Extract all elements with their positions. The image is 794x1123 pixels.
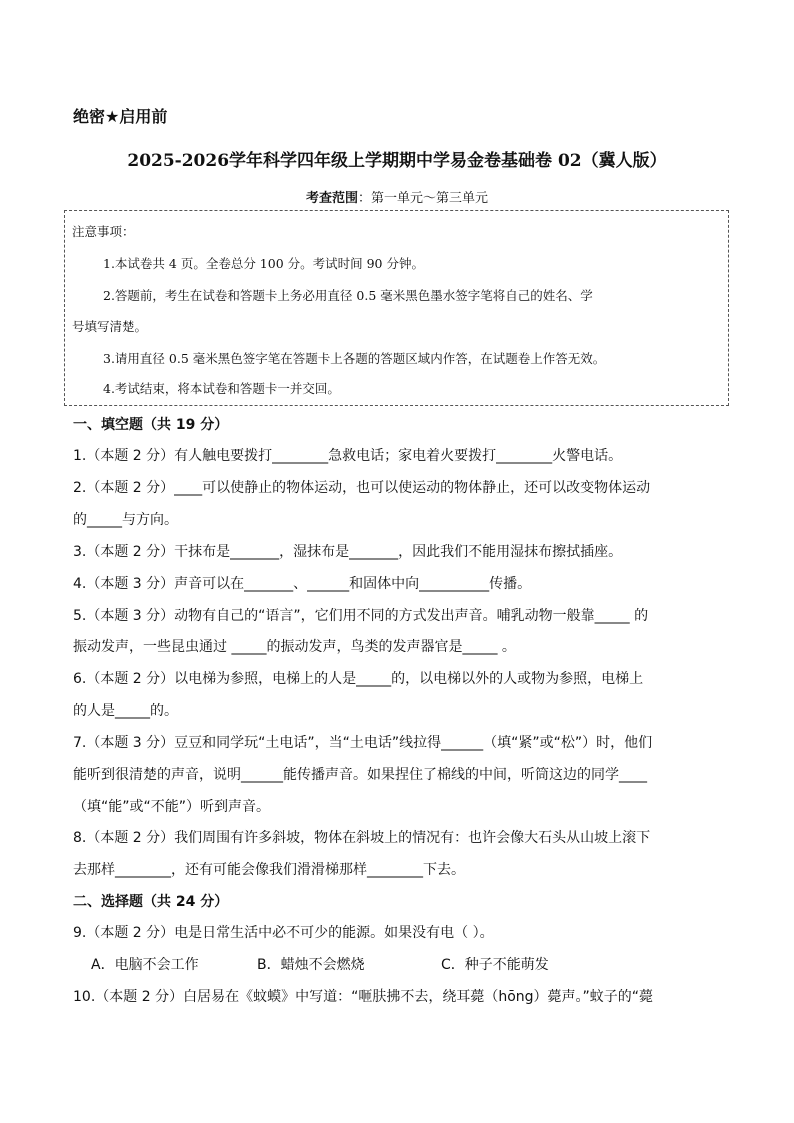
option-a: A．电脑不会工作 <box>91 957 199 973</box>
question-line: 去那样________，还有可能会像我们滑滑梯那样________下去。 <box>73 862 465 878</box>
notice-item: 号填写清楚。 <box>72 319 148 334</box>
question-line: 振动发声，一些昆虫通过 _____的振动发声，鸟类的发声器官是_____ 。 <box>73 639 516 655</box>
option-c: C．种子不能萌发 <box>441 957 549 973</box>
question-line: 2.（本题 2 分）____可以使静止的物体运动，也可以使运动的物体静止，还可以改变物体运动 <box>73 480 651 496</box>
section-title-fill-blank: 一、填空题（共 19 分） <box>73 417 229 433</box>
notice-heading: 注意事项： <box>72 224 135 239</box>
exam-scope <box>0 187 794 206</box>
notice-item: 2.答题前，考生在试卷和答题卡上务必用直径 0.5 毫米黑色墨水签字笔将自己的姓名、学 <box>103 288 593 303</box>
question-line: 能听到很清楚的声音，说明______能传播声音。如果捏住了棉线的中间，听筒这边的同学____ <box>73 767 647 783</box>
notice-item: 4.考试结束，将本试卷和答题卡一并交回。 <box>103 381 340 396</box>
notice-item: 1.本试卷共 4 页。全卷总分 100 分。考试时间 90 分钟。 <box>103 256 424 271</box>
notice-item: 3.请用直径 0.5 毫米黑色签字笔在答题卡上各题的答题区域内作答，在试题卷上作答无效。 <box>103 351 606 366</box>
question-line: 4.（本题 3 分）声音可以在_______、______和固体中向__________传播。 <box>73 576 532 592</box>
section-title-choice: 二、选择题（共 24 分） <box>73 894 229 910</box>
question-line: 9.（本题 2 分）电是日常生活中必不可少的能源。如果没有电（ ）。 <box>73 925 494 941</box>
exam-title: 2025-2026学年科学四年级上学期期中学易金卷基础卷 02（冀人版） <box>127 151 667 171</box>
scope-value: ：第一单元～第三单元 <box>358 191 489 206</box>
question-line: 5.（本题 3 分）动物有自己的“语言”，它们用不同的方式发出声音。哺乳动物一般靠_____ 的 <box>73 608 649 624</box>
question-line: 的_____与方向。 <box>73 512 178 528</box>
notice-box <box>64 210 729 406</box>
question-line: 7.（本题 3 分）豆豆和同学玩“土电话”，当“土电话”线拉得______（填“紧”或“松”）时，他们 <box>73 735 653 751</box>
confidential-mark: 绝密★启用前 <box>73 107 168 126</box>
option-b: B．蜡烛不会燃烧 <box>257 957 365 973</box>
question-line: 8.（本题 2 分）我们周围有许多斜坡，物体在斜坡上的情况有：也许会像大石头从山坡上滚下 <box>73 830 651 846</box>
question-line: （填“能”或“不能”）听到声音。 <box>73 799 271 815</box>
question-line: 3.（本题 2 分）干抹布是_______，湿抹布是_______，因此我们不能用湿抹布擦拭插座。 <box>73 544 623 560</box>
scope-label: 考查范围 <box>305 191 358 206</box>
question-line: 1.（本题 2 分）有人触电要拨打________急救电话；家电着火要拨打________火警电话。 <box>73 448 623 464</box>
question-line: 10.（本题 2 分）白居易在《蚊蟆》中写道：“咂肤拂不去，绕耳薨（hōng）薨声。”蚊子的“薨 <box>73 989 654 1005</box>
question-line: 6.（本题 2 分）以电梯为参照，电梯上的人是_____的，以电梯以外的人或物为参照，电梯上 <box>73 671 644 687</box>
question-line: 的人是_____的。 <box>73 703 178 719</box>
